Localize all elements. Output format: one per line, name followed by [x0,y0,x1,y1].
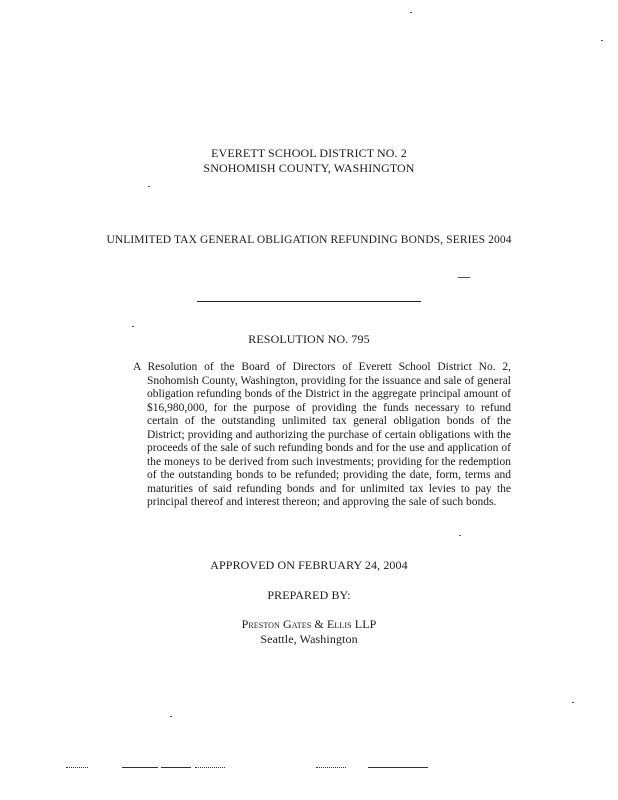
approval-date: APPROVED ON FEBRUARY 24, 2004 [210,558,408,572]
scan-speck [458,277,470,278]
resolution-number: RESOLUTION NO. 795 [248,332,370,346]
footer-scan-mark [316,767,346,768]
title-divider [197,301,421,302]
scan-speck [410,12,412,13]
scan-speck [170,716,172,717]
scan-speck [148,186,150,187]
scan-speck [572,702,574,703]
district-name: EVERETT SCHOOL DISTRICT NO. 2 [211,146,407,160]
footer-scan-mark [195,767,225,768]
scan-speck [601,40,603,41]
footer-scan-mark [161,767,191,768]
prepared-by-label: PREPARED BY: [267,588,351,602]
resolution-abstract: A Resolution of the Board of Directors of Everett School District No. 2, Snohomish County, Washington, providing for the issuance and sale of general obligation refunding bonds of the District in the aggregate principal amount of $16,980,000, for the purpose of providing the funds necessary to refund certain of the outstanding unlimited tax general obligation bonds of the District; providing and authorizing the purchase of certain obligations with the proceeds of the sale of such refunding bonds and for the use and application of the moneys to be derived from such investments; providing for the redemption of the outstanding bonds to be refunded; providing the date, form, terms and maturities of said refunding bonds and for unlimited tax levies to pay the principal thereof and interest thereon; and approving the sale of such bonds. [133,361,511,508]
footer-scan-mark [66,767,88,768]
bond-title: UNLIMITED TAX GENERAL OBLIGATION REFUNDING BONDS, SERIES 2004 [106,234,512,246]
scan-speck [132,326,134,327]
law-firm-name: Preston Gates & Ellis LLP [241,617,377,631]
county-name: SNOHOMISH COUNTY, WASHINGTON [203,161,415,175]
scan-speck [459,535,461,536]
firm-city: Seattle, Washington [260,632,358,646]
footer-scan-mark [122,767,158,768]
footer-scan-mark [368,767,428,768]
